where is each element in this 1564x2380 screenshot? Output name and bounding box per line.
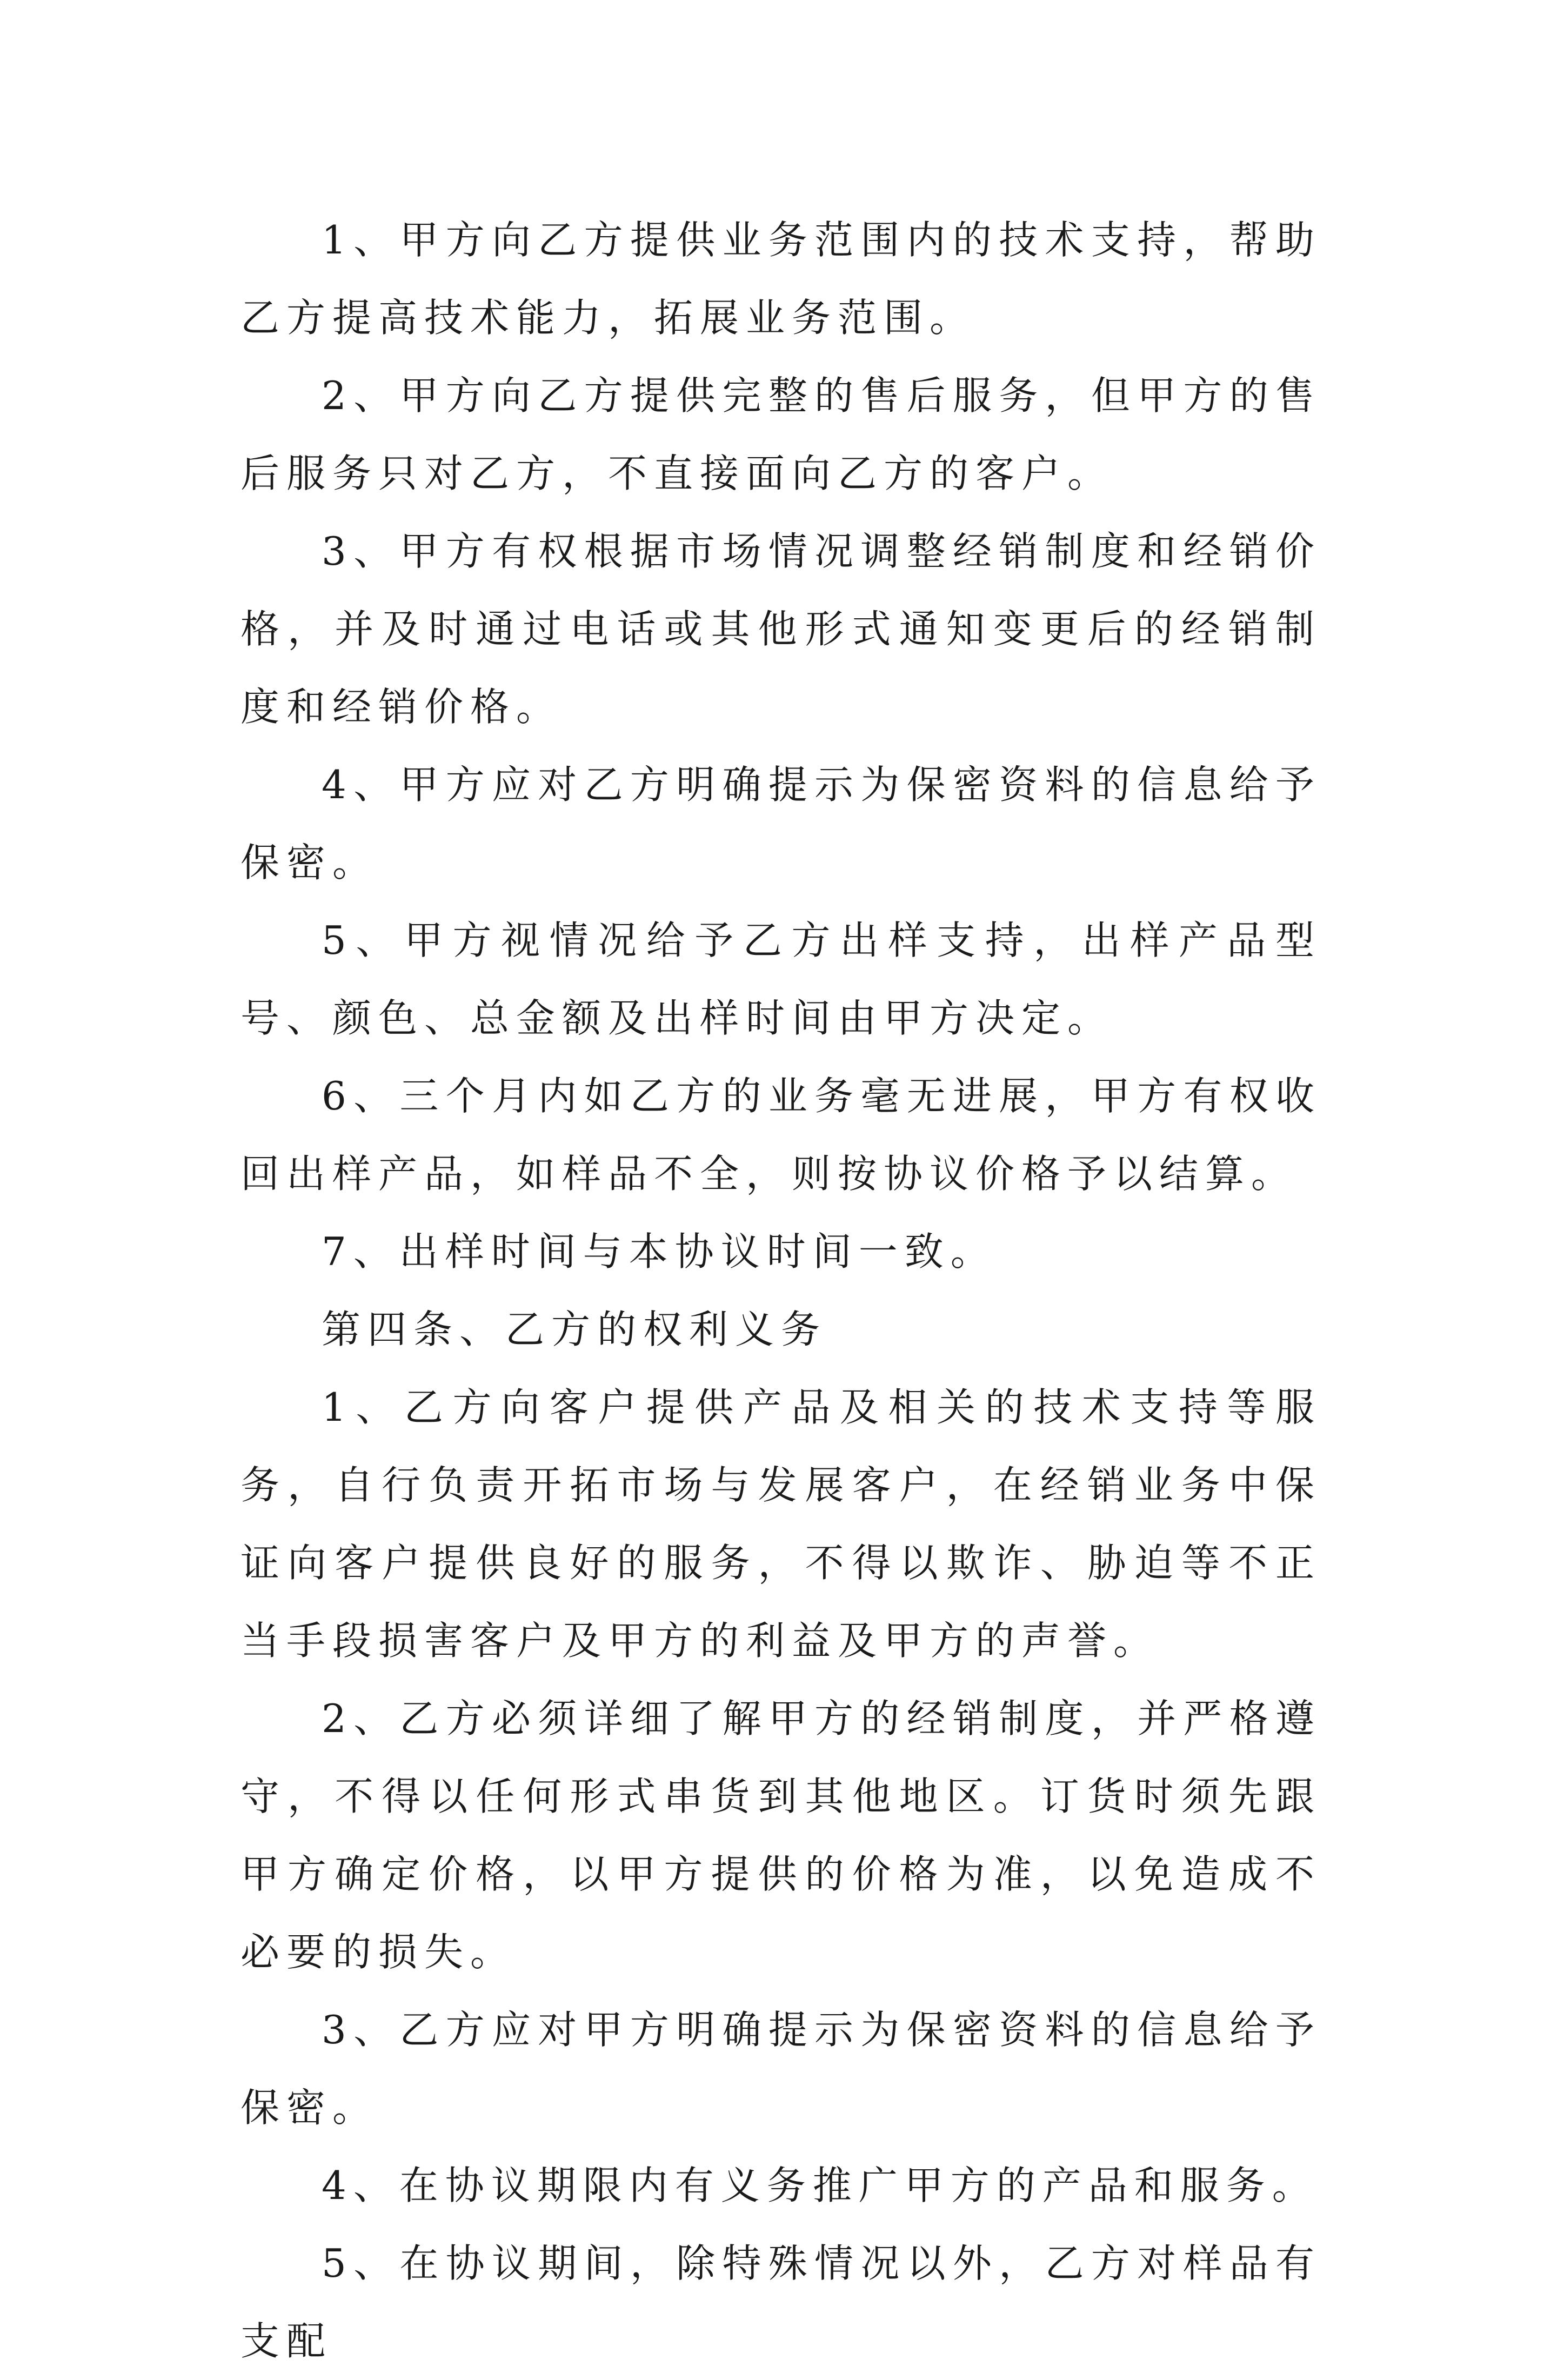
document-body: [240, 201, 1321, 2380]
paragraph-party-a-5: 5、甲方视情况给予乙方出样支持，出样产品型号、颜色、总金额及出样时间由甲方决定。: [240, 918, 1321, 1041]
paragraph-party-b-2: 2、乙方必须详细了解甲方的经销制度，并严格遵守，不得以任何形式串货到其他地区。订货时须先跟甲方确定价格，以甲方提供的价格为准，以免造成不必要的损失。: [240, 1696, 1321, 1975]
paragraph-party-b-4: 4、在协议期限内有义务推广甲方的产品和服务。: [322, 2163, 1318, 2208]
paragraph-party-a-7: 7、出样时间与本协议时间一致。: [322, 1229, 997, 1274]
paragraph-party-a-1: 1、甲方向乙方提供业务范围内的技术支持，帮助乙方提高技术能力，拓展业务范围。: [240, 217, 1321, 340]
paragraph-party-b-5: 5、在协议期间，除特殊情况以外，乙方对样品有支配: [240, 2241, 1321, 2364]
paragraph-party-a-2: 2、甲方向乙方提供完整的售后服务，但甲方的售后服务只对乙方，不直接面向乙方的客户。: [240, 373, 1321, 496]
paragraph-party-a-6: 6、三个月内如乙方的业务毫无进展，甲方有权收回出样产品，如样品不全，则按协议价格予以结算。: [240, 1073, 1321, 1196]
paragraph-party-a-3: 3、甲方有权根据市场情况调整经销制度和经销价格，并及时通过电话或其他形式通知变更后的经销制度和经销价格。: [240, 529, 1321, 730]
paragraph-party-b-3: 3、乙方应对甲方明确提示为保密资料的信息给予保密。: [240, 2007, 1321, 2130]
section-heading-article-4: 第四条、乙方的权利义务: [322, 1307, 827, 1352]
paragraph-party-a-4: 4、甲方应对乙方明确提示为保密资料的信息给予保密。: [240, 762, 1321, 885]
paragraph-party-b-1: 1、乙方向客户提供产品及相关的技术支持等服务，自行负责开拓市场与发展客户，在经销业务中保证向客户提供良好的服务，不得以欺诈、胁迫等不正当手段损害客户及甲方的利益及甲方的声誉。: [240, 1385, 1321, 1663]
